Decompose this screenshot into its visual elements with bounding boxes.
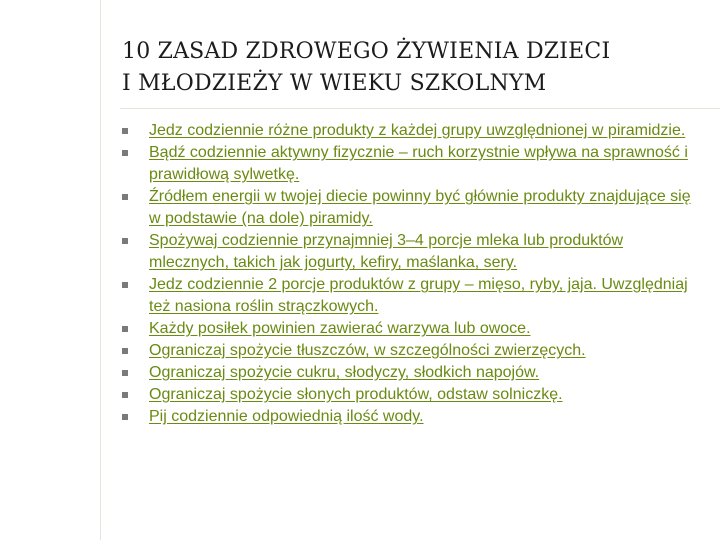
list-item[interactable]	[122, 274, 697, 318]
square-bullet-icon	[122, 370, 128, 376]
list-item-text[interactable]: Źródłem energii w twojej diecie powinny być głównie produkty znajdujące się w podstawie (na dole) piramidy.	[149, 188, 691, 227]
square-bullet-icon	[122, 414, 128, 420]
list-item[interactable]	[122, 318, 697, 340]
square-bullet-icon	[122, 150, 128, 156]
list-item-text[interactable]: Każdy posiłek powinien zawierać warzywa lub owoce.	[149, 320, 531, 337]
list-item-text[interactable]: Bądź codziennie aktywny fizycznie – ruch korzystnie wpływa na sprawność i prawidłową sylwetkę.	[149, 144, 688, 183]
title-divider	[120, 108, 720, 109]
list-item-text[interactable]: Jedz codziennie 2 porcje produktów z grupy – mięso, ryby, jaja. Uwzględniaj też nasiona roślin strączkowych.	[149, 276, 688, 315]
list-item[interactable]	[122, 384, 697, 406]
list-item-text[interactable]: Spożywaj codziennie przynajmniej 3–4 porcje mleka lub produktów mlecznych, takich jak jogurty, kefiry, maślanka, sery.	[149, 232, 624, 271]
page-title	[122, 36, 702, 100]
list-item[interactable]	[122, 142, 697, 186]
list-item[interactable]	[122, 362, 697, 384]
list-item-text[interactable]: Ograniczaj spożycie cukru, słodyczy, słodkich napojów.	[149, 364, 540, 381]
title-line-2: I MŁODZIEŻY W WIEKU SZKOLNYM	[122, 71, 547, 96]
left-divider	[100, 0, 101, 540]
title-line-1: 10 ZASAD ZDROWEGO ŻYWIENIA DZIECI	[122, 39, 611, 64]
square-bullet-icon	[122, 238, 128, 244]
rules-list	[122, 120, 697, 428]
list-item-text[interactable]: Jedz codziennie różne produkty z każdej grupy uwzględnionej w piramidzie.	[149, 122, 686, 139]
list-item-text[interactable]: Ograniczaj spożycie tłuszczów, w szczególności zwierzęcych.	[149, 342, 586, 359]
list-item[interactable]	[122, 406, 697, 428]
square-bullet-icon	[122, 128, 128, 134]
list-item-text[interactable]: Pij codziennie odpowiednią ilość wody.	[149, 408, 424, 425]
list-item-text[interactable]: Ograniczaj spożycie słonych produktów, odstaw solniczkę.	[149, 386, 563, 403]
square-bullet-icon	[122, 326, 128, 332]
list-item[interactable]	[122, 230, 697, 274]
list-item[interactable]	[122, 186, 697, 230]
list-item[interactable]	[122, 120, 697, 142]
square-bullet-icon	[122, 348, 128, 354]
square-bullet-icon	[122, 282, 128, 288]
list-item[interactable]	[122, 340, 697, 362]
square-bullet-icon	[122, 392, 128, 398]
square-bullet-icon	[122, 194, 128, 200]
